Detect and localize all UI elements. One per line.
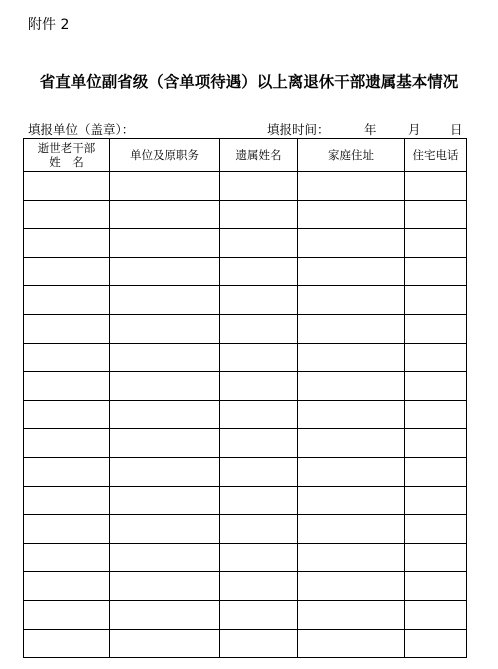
table-row — [24, 343, 467, 372]
table-body — [24, 172, 467, 658]
table-row — [24, 572, 467, 601]
table-cell-home-address[interactable] — [298, 457, 405, 486]
table-cell-deceased-name[interactable] — [24, 286, 110, 315]
table-cell-unit-position[interactable] — [110, 629, 220, 658]
table-cell-survivor-name[interactable] — [220, 314, 298, 343]
table-cell-survivor-name[interactable] — [220, 200, 298, 229]
table-cell-home-address[interactable] — [298, 372, 405, 401]
table-cell-survivor-name[interactable] — [220, 372, 298, 401]
table-cell-home-phone[interactable] — [405, 172, 467, 201]
table-cell-survivor-name[interactable] — [220, 400, 298, 429]
table-cell-deceased-name[interactable] — [24, 400, 110, 429]
fill-time-label: 填报时间： — [267, 122, 330, 137]
table-cell-home-phone[interactable] — [405, 457, 467, 486]
form-title: 省直单位副省级（含单项待遇）以上离退休干部遗属基本情况 — [39, 72, 459, 91]
table-cell-home-address[interactable] — [298, 629, 405, 658]
table-row — [24, 400, 467, 429]
table-cell-survivor-name[interactable] — [220, 543, 298, 572]
table-cell-survivor-name[interactable] — [220, 257, 298, 286]
fill-unit-label: 填报单位（盖章）： — [28, 122, 135, 137]
table-cell-home-phone[interactable] — [405, 429, 467, 458]
table-cell-home-phone[interactable] — [405, 600, 467, 629]
table-cell-survivor-name[interactable] — [220, 457, 298, 486]
table-cell-home-phone[interactable] — [405, 286, 467, 315]
table-row — [24, 172, 467, 201]
table-cell-unit-position[interactable] — [110, 257, 220, 286]
table-cell-home-phone[interactable] — [405, 515, 467, 544]
table-cell-survivor-name[interactable] — [220, 600, 298, 629]
table-cell-home-address[interactable] — [298, 200, 405, 229]
table-cell-home-address[interactable] — [298, 400, 405, 429]
table-row — [24, 286, 467, 315]
table-cell-deceased-name[interactable] — [24, 600, 110, 629]
table-row — [24, 600, 467, 629]
survivor-info-table — [23, 138, 467, 658]
table-cell-unit-position[interactable] — [110, 515, 220, 544]
table-cell-unit-position[interactable] — [110, 400, 220, 429]
table-cell-unit-position[interactable] — [110, 543, 220, 572]
table-cell-home-phone[interactable] — [405, 200, 467, 229]
table-cell-deceased-name[interactable] — [24, 543, 110, 572]
table-cell-unit-position[interactable] — [110, 286, 220, 315]
table-cell-home-phone[interactable] — [405, 229, 467, 258]
table-row — [24, 314, 467, 343]
table-row — [24, 457, 467, 486]
fill-info-line — [28, 120, 468, 138]
table-cell-home-address[interactable] — [298, 343, 405, 372]
table-cell-deceased-name[interactable] — [24, 457, 110, 486]
attachment-label: 附件 2 — [28, 17, 70, 33]
table-cell-unit-position[interactable] — [110, 229, 220, 258]
table-cell-home-phone[interactable] — [405, 314, 467, 343]
column-header-home-phone: 住宅电话 — [405, 139, 467, 172]
table-cell-survivor-name[interactable] — [220, 172, 298, 201]
table-row — [24, 229, 467, 258]
table-cell-deceased-name[interactable] — [24, 429, 110, 458]
table-cell-survivor-name[interactable] — [220, 486, 298, 515]
table-cell-unit-position[interactable] — [110, 486, 220, 515]
table-cell-home-phone[interactable] — [405, 372, 467, 401]
table-cell-unit-position[interactable] — [110, 343, 220, 372]
table-cell-deceased-name[interactable] — [24, 515, 110, 544]
table-cell-survivor-name[interactable] — [220, 572, 298, 601]
table-cell-unit-position[interactable] — [110, 172, 220, 201]
table-cell-home-address[interactable] — [298, 600, 405, 629]
table-row — [24, 486, 467, 515]
table-cell-survivor-name[interactable] — [220, 286, 298, 315]
table-cell-home-address[interactable] — [298, 286, 405, 315]
table-cell-home-phone[interactable] — [405, 543, 467, 572]
table-cell-survivor-name[interactable] — [220, 229, 298, 258]
table-cell-home-address[interactable] — [298, 429, 405, 458]
column-header-survivor-name: 遗属姓名 — [220, 139, 298, 172]
column-header-home-address: 家庭住址 — [298, 139, 405, 172]
table-cell-deceased-name[interactable] — [24, 486, 110, 515]
table-cell-home-address[interactable] — [298, 257, 405, 286]
table-row — [24, 372, 467, 401]
column-header-deceased-name: 逝世老干部 姓 名 — [24, 139, 110, 172]
table-cell-home-phone[interactable] — [405, 629, 467, 658]
table-cell-deceased-name[interactable] — [24, 343, 110, 372]
table-cell-survivor-name[interactable] — [220, 515, 298, 544]
table-row — [24, 257, 467, 286]
table-cell-unit-position[interactable] — [110, 372, 220, 401]
table-row — [24, 543, 467, 572]
table-cell-home-address[interactable] — [298, 572, 405, 601]
table-cell-unit-position[interactable] — [110, 600, 220, 629]
table-cell-deceased-name[interactable] — [24, 314, 110, 343]
table-cell-home-phone[interactable] — [405, 343, 467, 372]
table-cell-deceased-name[interactable] — [24, 629, 110, 658]
table-cell-deceased-name[interactable] — [24, 200, 110, 229]
table-cell-home-phone[interactable] — [405, 257, 467, 286]
fill-month-label: 月 — [408, 122, 421, 137]
table-row — [24, 515, 467, 544]
table-cell-home-address[interactable] — [298, 314, 405, 343]
table-cell-unit-position[interactable] — [110, 200, 220, 229]
table-cell-survivor-name[interactable] — [220, 343, 298, 372]
table-row — [24, 429, 467, 458]
table-cell-deceased-name[interactable] — [24, 372, 110, 401]
column-header-unit-position: 单位及原职务 — [110, 139, 220, 172]
table-cell-deceased-name[interactable] — [24, 172, 110, 201]
table-cell-survivor-name[interactable] — [220, 429, 298, 458]
table-cell-home-address[interactable] — [298, 172, 405, 201]
table-cell-home-address[interactable] — [298, 486, 405, 515]
table-cell-deceased-name[interactable] — [24, 572, 110, 601]
table-row — [24, 629, 467, 658]
table-cell-deceased-name[interactable] — [24, 257, 110, 286]
table-cell-home-phone[interactable] — [405, 400, 467, 429]
table-cell-deceased-name[interactable] — [24, 229, 110, 258]
table-cell-home-address[interactable] — [298, 543, 405, 572]
table-cell-unit-position[interactable] — [110, 314, 220, 343]
table-cell-home-address[interactable] — [298, 229, 405, 258]
table-header-row — [24, 139, 467, 172]
table-cell-unit-position[interactable] — [110, 572, 220, 601]
fill-day-label: 日 — [450, 122, 463, 137]
table-row — [24, 200, 467, 229]
table-cell-unit-position[interactable] — [110, 457, 220, 486]
fill-year-label: 年 — [364, 122, 377, 137]
table-cell-unit-position[interactable] — [110, 429, 220, 458]
table-cell-home-phone[interactable] — [405, 486, 467, 515]
table-cell-home-address[interactable] — [298, 515, 405, 544]
table-cell-home-phone[interactable] — [405, 572, 467, 601]
table-cell-survivor-name[interactable] — [220, 629, 298, 658]
